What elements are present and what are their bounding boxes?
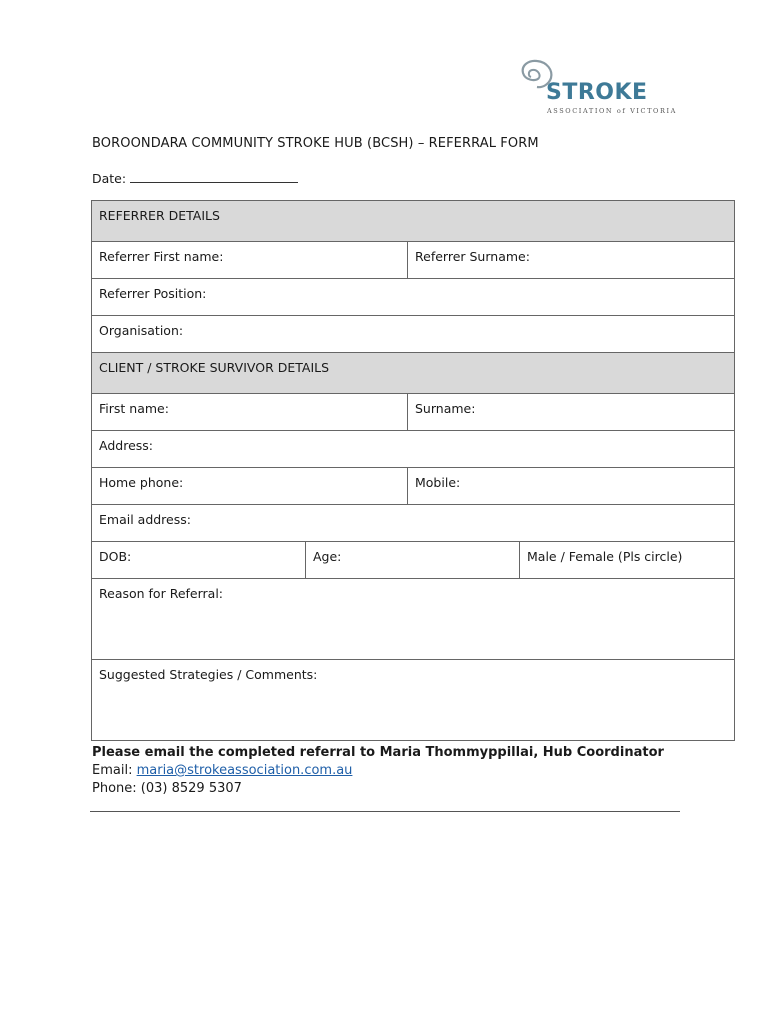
age-field[interactable]: Age: (306, 542, 520, 579)
referrer-position-field[interactable]: Referrer Position: (92, 279, 735, 316)
coordinator-email-link[interactable]: maria@strokeassociation.com.au (136, 763, 353, 778)
client-surname-field[interactable]: Surname: (408, 394, 735, 431)
form-title: BOROONDARA COMMUNITY STROKE HUB (BCSH) – REFERRAL FORM (92, 136, 539, 151)
footer-contact (92, 744, 664, 798)
referrer-details-heading: REFERRER DETAILS (92, 201, 735, 242)
logo-wordmark: STROKE (546, 80, 648, 105)
email-address-field[interactable]: Email address: (92, 505, 735, 542)
home-phone-field[interactable]: Home phone: (92, 468, 408, 505)
date-field[interactable] (130, 170, 298, 183)
dob-field[interactable]: DOB: (92, 542, 306, 579)
mobile-field[interactable]: Mobile: (408, 468, 735, 505)
address-field[interactable]: Address: (92, 431, 735, 468)
stroke-association-logo (517, 58, 687, 118)
suggested-strategies-field[interactable]: Suggested Strategies / Comments: (92, 660, 735, 741)
reason-for-referral-field[interactable]: Reason for Referral: (92, 579, 735, 660)
referrer-first-name-field[interactable]: Referrer First name: (92, 242, 408, 279)
logo-subtitle: ASSOCIATION of VICTORIA (547, 107, 677, 115)
sex-field[interactable]: Male / Female (Pls circle) (520, 542, 735, 579)
date-label: Date: (92, 171, 127, 186)
client-first-name-field[interactable]: First name: (92, 394, 408, 431)
referrer-surname-field[interactable]: Referrer Surname: (408, 242, 735, 279)
footer-phone: Phone: (03) 8529 5307 (92, 781, 242, 796)
footer-instruction: Please email the completed referral to Maria Thommyppillai, Hub Coordinator (92, 745, 664, 760)
footer-divider (90, 811, 680, 812)
referral-form-table (91, 200, 735, 741)
client-details-heading: CLIENT / STROKE SURVIVOR DETAILS (92, 353, 735, 394)
email-label: Email: (92, 763, 133, 778)
organisation-field[interactable]: Organisation: (92, 316, 735, 353)
date-row (92, 170, 298, 186)
footer-email-line (92, 762, 664, 780)
